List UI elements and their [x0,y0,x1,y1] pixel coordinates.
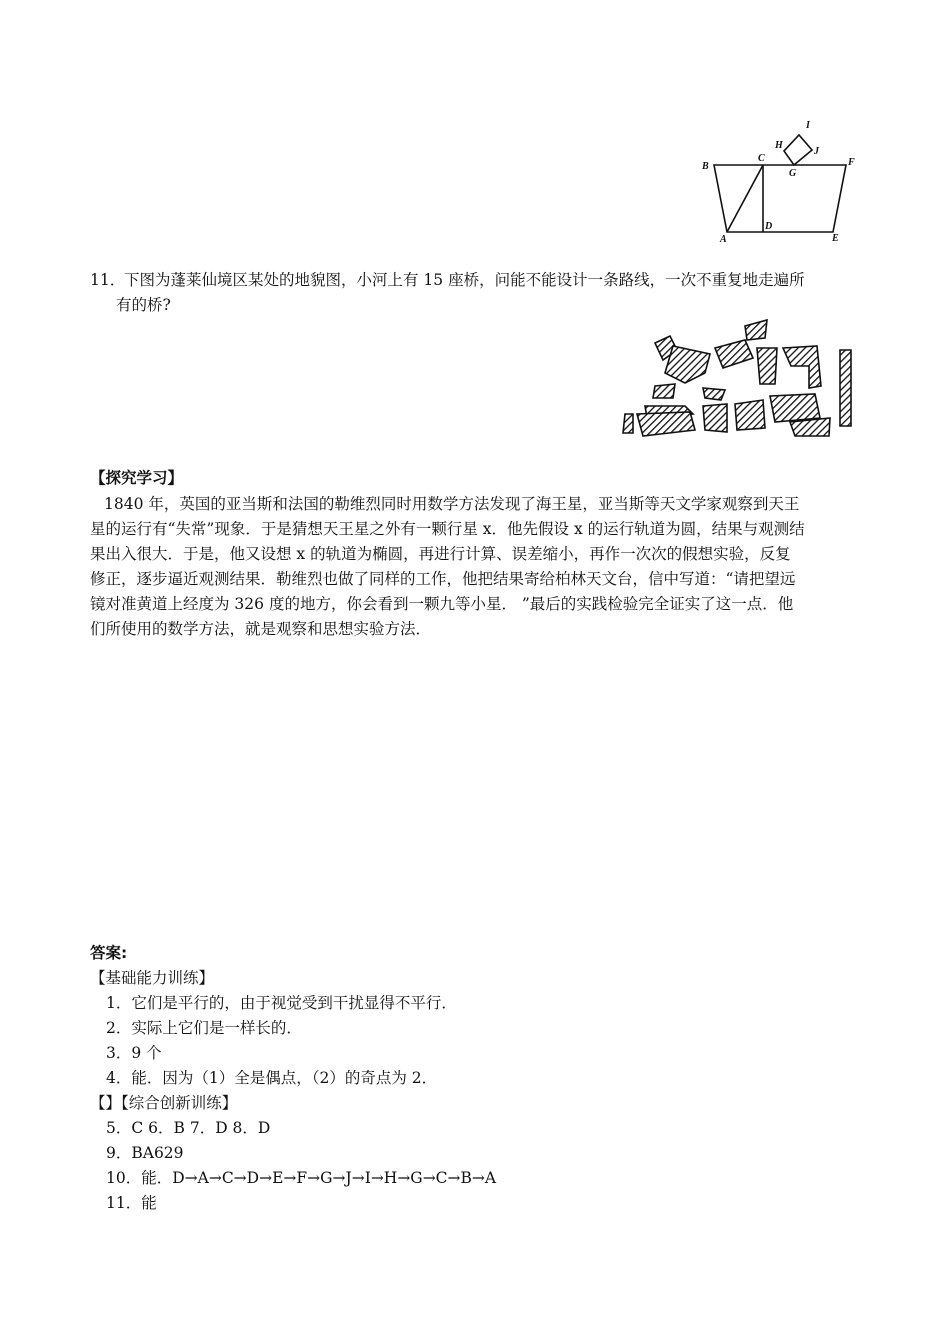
label-e: E [832,233,839,244]
geometry-figure [696,112,866,247]
label-b: B [702,161,709,172]
label-d: D [765,221,773,232]
answers-section-comprehensive: 【】【综合创新训练】 [90,1094,238,1112]
q11-number: 11． [90,271,126,289]
label-h: H [775,140,783,151]
q11-text-line2: 有的桥? [116,296,171,314]
land-block [703,404,727,432]
land-block [783,346,821,388]
answer-item: 11．能 [106,1194,157,1212]
square-ghij [784,135,812,165]
q11-text-line1: 下图为蓬莱仙境区某处的地貌图，小河上有 15 座桥，问能不能设计一条路线，一次不重复地走遍所 [124,271,805,289]
explore-line-4: 修正，逐步逼近观测结果．勒维烈也做了同样的工作，他把结果寄给柏林天文台，信中写道：“请把望远 [90,570,796,588]
answer-item: 5．C 6．B 7．D 8．D [106,1119,271,1137]
label-j: J [814,146,819,157]
label-a: A [720,234,727,245]
answer-item: 3．9 个 [106,1044,162,1062]
explore-heading: 【探究学习】 [90,469,184,487]
answers-section-basic: 【基础能力训练】 [90,969,215,987]
answer-item: 2．实际上它们是一样长的． [106,1019,302,1037]
answers-heading: 答案: [90,944,128,962]
land-block [735,400,765,430]
land-block [665,346,710,383]
explore-line-2: 星的运行有“失常”现象．于是猜想天王星之外有一颗行星 x．他先假设 x 的运行轨道为圆，结果与观测结 [90,520,805,538]
land-block [770,394,820,422]
trapezoid-outline [714,165,846,232]
explore-line-5: 镜对准黄道上经度为 326 度的地方，你会看到一颗九等小星． ”最后的实践检验完全证实了这一点．他 [90,595,794,613]
segment-ac [727,165,763,232]
answer-item: 10．能．D→A→C→D→E→F→G→J→I→H→G→C→B→A [106,1169,497,1187]
land-block [840,350,851,426]
land-block [715,340,753,368]
land-block [790,418,830,436]
answer-item: 4．能．因为（1）全是偶点，（2）的奇点为 2． [106,1069,438,1087]
land-block [745,320,767,340]
answer-item: 1．它们是平行的，由于视觉受到干扰显得不平行． [106,994,457,1012]
label-g: G [789,168,797,179]
land-block [653,384,675,398]
bridges-terrain-figure [615,318,855,443]
label-i: I [806,120,810,131]
explore-line-1: 1840 年，英国的亚当斯和法国的勒维烈同时用数学方法发现了海王星，亚当斯等天文学家观察到天王 [104,495,800,513]
land-block [637,412,695,436]
land-block [703,388,725,400]
land-block [623,414,633,433]
land-block [757,348,777,384]
label-f: F [848,157,855,168]
answer-item: 9．BA629 [106,1144,184,1162]
label-c: C [758,153,765,164]
explore-line-3: 果出入很大．于是，他又设想 x 的轨道为椭圆，再进行计算、误差缩小，再作一次次的假想实验，反复 [90,545,791,563]
explore-line-6: 们所使用的数学方法，就是观察和思想实验方法． [90,620,432,638]
